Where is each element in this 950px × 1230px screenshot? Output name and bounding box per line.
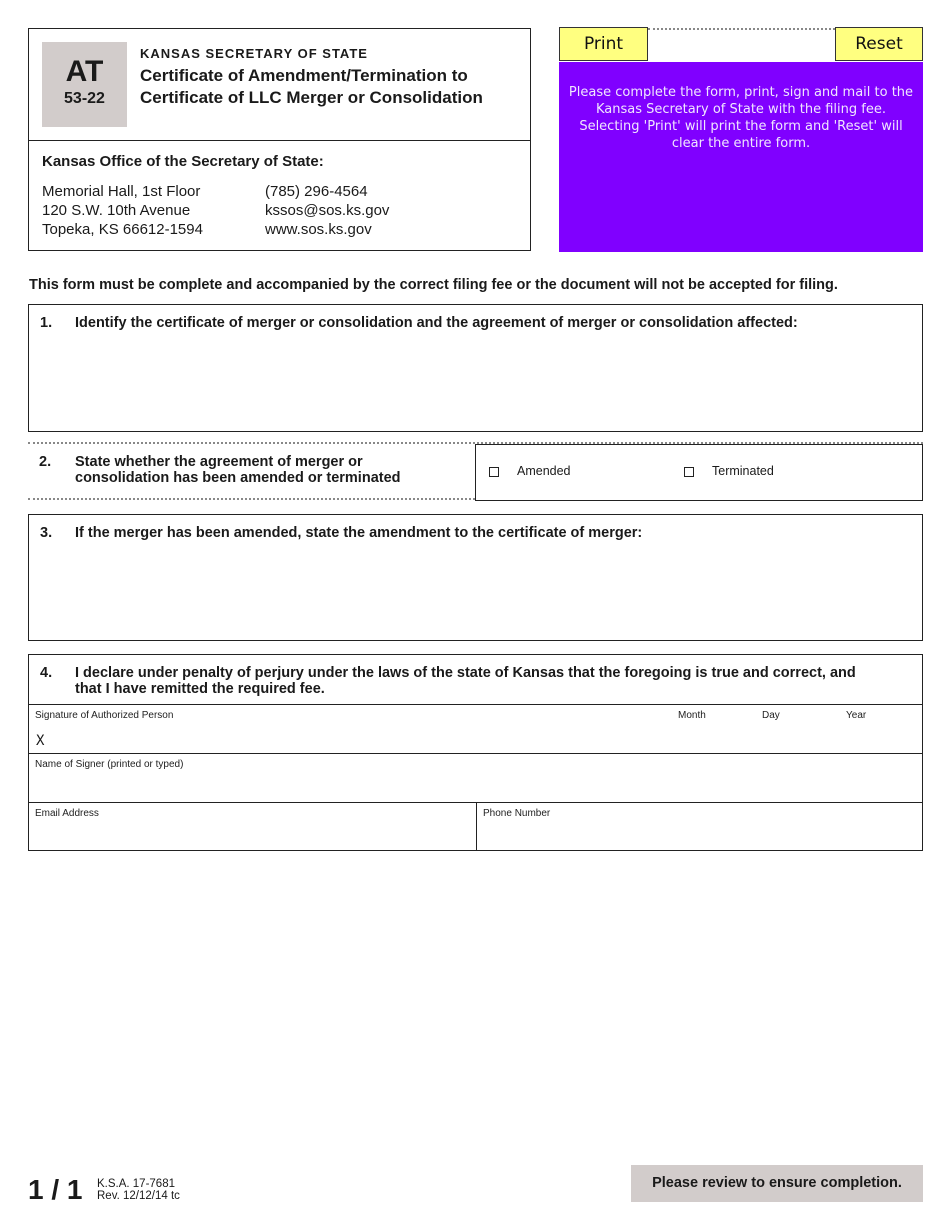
form-code: AT bbox=[65, 55, 104, 88]
signature-label: Signature of Authorized Person bbox=[35, 710, 174, 721]
month-label: Month bbox=[678, 710, 706, 721]
section-2-bottom-rule bbox=[28, 498, 475, 500]
section-number: 2. bbox=[39, 454, 52, 470]
button-dotted-rule bbox=[648, 28, 835, 30]
year-label: Year bbox=[846, 710, 867, 721]
revision-date: Rev. 12/12/14 tc bbox=[97, 1190, 180, 1202]
section-1-field[interactable] bbox=[28, 304, 923, 432]
declaration-line1: I declare under penalty of perjury under the laws of the state of Kansas that the foregoing is true and correct, and bbox=[75, 665, 856, 681]
amended-terminated-choice bbox=[475, 444, 923, 501]
signer-name-label: Name of Signer (printed or typed) bbox=[35, 759, 184, 770]
declaration-line2: that I have remitted the required fee. bbox=[75, 681, 325, 697]
address-line: Memorial Hall, 1st Floor bbox=[42, 183, 201, 200]
print-button[interactable]: Print bbox=[559, 27, 648, 61]
row-divider bbox=[29, 753, 922, 754]
review-completion-button[interactable]: Please review to ensure completion. bbox=[631, 1165, 923, 1202]
form-title bbox=[140, 65, 525, 109]
address-line: Topeka, KS 66612-1594 bbox=[42, 221, 203, 238]
phone-label: Phone Number bbox=[483, 808, 551, 819]
agency-name: KANSAS SECRETARY OF STATE bbox=[140, 46, 368, 61]
office-heading: Kansas Office of the Secretary of State: bbox=[42, 153, 324, 170]
section-2-question bbox=[75, 454, 401, 486]
website-text: www.sos.ks.gov bbox=[265, 221, 372, 238]
signer-name-field[interactable] bbox=[29, 770, 922, 801]
row-divider bbox=[29, 704, 922, 705]
office-contact bbox=[265, 182, 389, 239]
form-id-badge bbox=[42, 42, 127, 127]
phone-text: (785) 296-4564 bbox=[265, 183, 368, 200]
office-address bbox=[42, 182, 203, 239]
section-4-declaration bbox=[28, 654, 923, 851]
form-title-line1: Certificate of Amendment/Termination to bbox=[140, 66, 468, 85]
address-line: 120 S.W. 10th Avenue bbox=[42, 202, 191, 219]
section-3-question: If the merger has been amended, state the amendment to the certificate of merger: bbox=[75, 525, 643, 541]
section-3-field[interactable] bbox=[28, 514, 923, 641]
email-field[interactable] bbox=[29, 819, 475, 850]
email-label: Email Address bbox=[35, 808, 99, 819]
phone-field[interactable] bbox=[477, 819, 922, 850]
signature-field[interactable]: X bbox=[36, 733, 45, 749]
form-header bbox=[28, 28, 531, 251]
statute-reference: K.S.A. 17-7681 bbox=[97, 1178, 175, 1190]
amended-checkbox[interactable] bbox=[489, 467, 499, 477]
section-1-question: Identify the certificate of merger or consolidation and the agreement of merger or consolidation affected: bbox=[75, 315, 798, 331]
day-label: Day bbox=[762, 710, 780, 721]
section-number: 1. bbox=[40, 315, 53, 331]
reset-button[interactable]: Reset bbox=[835, 27, 923, 61]
section-2-question-line2: consolidation has been amended or terminated bbox=[75, 470, 401, 486]
page-number: 1 / 1 bbox=[28, 1174, 83, 1205]
terminated-label: Terminated bbox=[712, 464, 774, 478]
section-2-question-line1: State whether the agreement of merger or bbox=[75, 454, 363, 470]
form-title-line2: Certificate of LLC Merger or Consolidation bbox=[140, 88, 483, 107]
declaration-text bbox=[75, 665, 915, 697]
email-text: kssos@sos.ks.gov bbox=[265, 202, 390, 219]
header-divider bbox=[29, 140, 530, 141]
filing-notice: This form must be complete and accompanied by the correct filing fee or the document will not be accepted for filing. bbox=[29, 277, 838, 293]
terminated-checkbox[interactable] bbox=[684, 467, 694, 477]
form-number: 53-22 bbox=[64, 90, 105, 107]
instructions-panel bbox=[559, 62, 923, 252]
instructions-text: Please complete the form, print, sign and mail to the Kansas Secretary of State with the filing fee. Selecting 'Print' will print the form and 'Reset' will clear the entire form. bbox=[568, 85, 914, 151]
section-number: 3. bbox=[40, 525, 53, 541]
amended-label: Amended bbox=[517, 464, 571, 478]
section-number: 4. bbox=[40, 665, 53, 681]
